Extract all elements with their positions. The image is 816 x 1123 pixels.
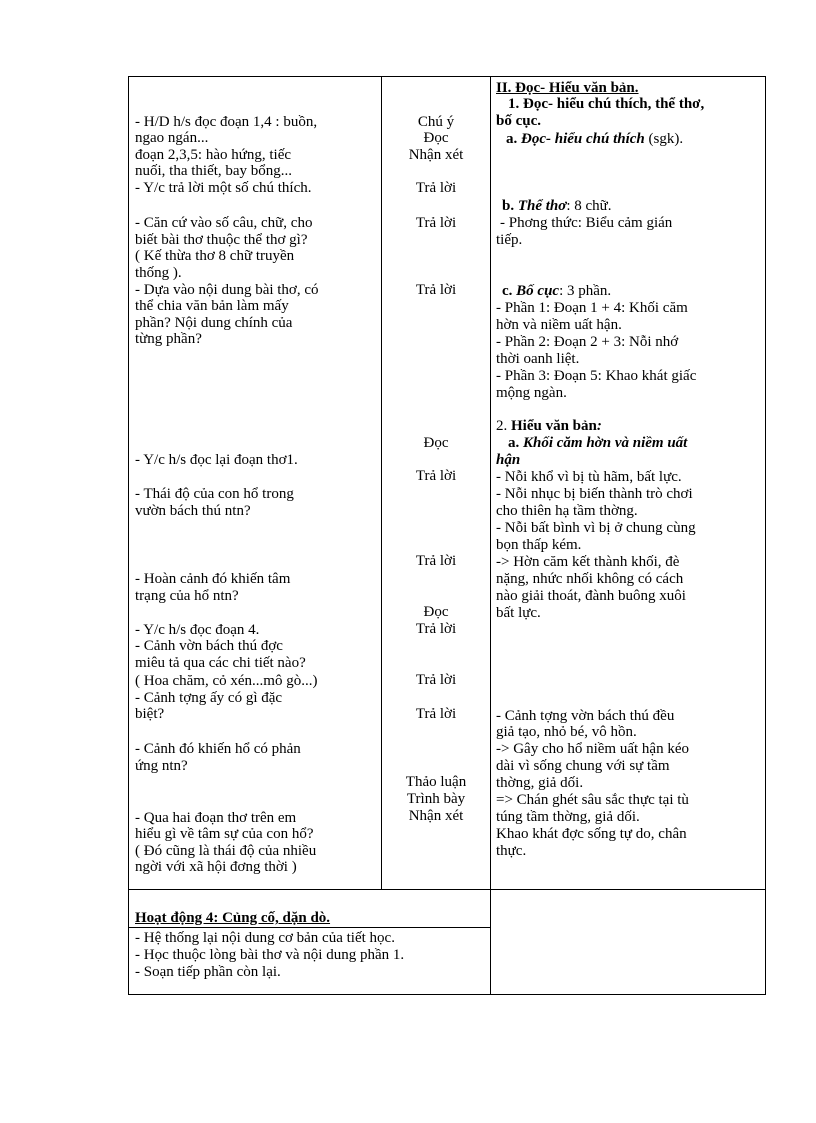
col1-line: - Qua hai đoạn thơ trên em [135, 810, 297, 826]
activity4-title: Hoạt động 4: Củng cố, dặn dò. [135, 910, 331, 926]
content-column [496, 0, 760, 890]
item-d-line: giả tạo, nhỏ bé, vô hồn. [496, 724, 637, 740]
item-a2-line: - Nỗi khổ vì bị tù hãm, bất lực. [496, 469, 682, 485]
col1-line: ngời với xã hội đơng thời ) [135, 859, 297, 875]
item-c: c. Bố cục: 3 phần. [502, 283, 612, 299]
col2-line: Chú ý [417, 114, 455, 130]
section-title: II. Đọc- Hiểu văn bản. [496, 80, 639, 96]
col1-line: phần? Nội dung chính của [135, 315, 293, 331]
table-border-right [765, 76, 766, 995]
item-d-line: thực. [496, 843, 527, 859]
col1-line: thống ). [135, 265, 182, 281]
col2-line: Trả lời [415, 621, 457, 637]
item-d-line: dài vì sống chung với sự tầm [496, 758, 670, 774]
col2-line: Trả lời [415, 282, 457, 298]
col1-line: ngao ngán... [135, 130, 209, 146]
col1-line: - Cảnh tợng ấy có gì đặc [135, 690, 283, 706]
col1-line: ( Hoa chăm, cỏ xén...mô gò...) [135, 673, 318, 689]
item-a2-line: cho thiên hạ tầm thờng. [496, 503, 638, 519]
col1-line: - H/D h/s đọc đoạn 1,4 : buồn, [135, 114, 318, 130]
col2-line: Trình bày [406, 791, 466, 807]
subsection-2-title: 2. Hiểu văn bản: [496, 418, 602, 434]
item-c-line: - Phần 2: Đoạn 2 + 3: Nỗi nhớ [496, 334, 679, 350]
subsection-1-title: 1. Đọc- hiểu chú thích, thể thơ, [508, 96, 705, 112]
item-d-line: -> Gây cho hổ niềm uất hận kéo [496, 741, 689, 757]
col1-line: hiểu gì về tâm sự của con hổ? [135, 826, 314, 842]
col2-line: Đọc [423, 130, 449, 146]
col2-line: Đọc [423, 435, 449, 451]
col1-line: đoạn 2,3,5: hào hứng, tiếc [135, 147, 292, 163]
col1-line: - Hoàn cảnh đó khiến tâm [135, 571, 291, 587]
col1-line: - Y/c trả lời một số chú thích. [135, 180, 312, 196]
activity4-item: - Học thuộc lòng bài thơ và nội dung phần 1. [135, 947, 405, 963]
col2-line: Thảo luận [405, 774, 467, 790]
item-a: a. Đọc- hiểu chú thích (sgk). [506, 131, 684, 147]
table-border-bottom [128, 994, 766, 995]
col1-line: vườn bách thú ntn? [135, 503, 251, 519]
item-a2-line: bất lực. [496, 605, 541, 621]
item-d-line: Khao khát đợc sống tự do, chân [496, 826, 687, 842]
col1-line: - Y/c h/s đọc đoạn 4. [135, 622, 260, 638]
col1-line: ( Đó cũng là thái độ của nhiều [135, 843, 317, 859]
col2-line: Trả lời [415, 706, 457, 722]
activity4-cell [135, 0, 487, 994]
col1-line: từng phần? [135, 331, 202, 347]
col1-line: - Y/c h/s đọc lại đoạn thơ1. [135, 452, 298, 468]
item-c-line: hờn và niềm uất hận. [496, 317, 622, 333]
col1-line: - Thái độ của con hổ trong [135, 486, 294, 502]
col1-line: - Cảnh vờn bách thú đợc [135, 638, 283, 654]
col1-line: miêu tả qua các chi tiết nào? [135, 655, 306, 671]
col2-line: Trả lời [415, 672, 457, 688]
item-c-line: - Phần 3: Đoạn 5: Khao khát giấc [496, 368, 697, 384]
item-c-line: mộng ngàn. [496, 385, 567, 401]
col2-line: Trả lời [415, 468, 457, 484]
item-a2-line: nào giải thoát, đành buông xuôi [496, 588, 686, 604]
col1-line: ứng ntn? [135, 758, 188, 774]
item-d-line: => Chán ghét sâu sắc thực tại tù [496, 792, 689, 808]
item-a2-line: - Nỗi nhục bị biến thành trò chơi [496, 486, 693, 502]
item-c-line: - Phần 1: Đoạn 1 + 4: Khối căm [496, 300, 688, 316]
col2-line: Nhận xét [408, 808, 464, 824]
col2-line: Trả lời [415, 215, 457, 231]
activity4-item: - Hệ thống lại nội dung cơ bản của tiết học. [135, 930, 395, 946]
item-d-line: túng tầm thờng, giả dối. [496, 809, 640, 825]
item-b-line: tiếp. [496, 232, 523, 248]
col2-line: Trả lời [415, 180, 457, 196]
col2-line: Nhận xét [408, 147, 464, 163]
col1-line: nuối, tha thiết, bay bổng... [135, 163, 293, 179]
item-c-line: thời oanh liệt. [496, 351, 580, 367]
item-a2-line: nặng, nhức nhối không có cách [496, 571, 684, 587]
col1-line: trạng của hổ ntn? [135, 588, 239, 604]
subsection-1-title-cont: bố cục. [496, 113, 541, 129]
col2-line: Đọc [423, 604, 449, 620]
table-col-divider-2 [490, 76, 491, 995]
col1-line: thể chia văn bản làm mấy [135, 298, 289, 314]
item-d-line: thờng, giả dối. [496, 775, 584, 791]
item-d-line: - Cảnh tợng vờn bách thú đều [496, 708, 675, 724]
item-b: b. Thể thơ: 8 chữ. [502, 198, 612, 214]
item-a2-title: a. Khối căm hờn và niềm uất [508, 435, 688, 451]
col2-line: Trả lời [415, 553, 457, 569]
col1-line: - Cảnh đó khiến hổ có phản [135, 741, 301, 757]
item-b-line: - Phơng thức: Biểu cảm gián [500, 215, 673, 231]
col1-line: biết bài thơ thuộc thể thơ gì? [135, 232, 308, 248]
activity4-item: - Soạn tiếp phần còn lại. [135, 964, 281, 980]
item-a2-line: - Nỗi bất bình vì bị ở chung cùng [496, 520, 696, 536]
col1-line: ( Kế thừa thơ 8 chữ truyền [135, 248, 295, 264]
col1-line: - Dựa vào nội dung bài thơ, có [135, 282, 319, 298]
col1-line: biệt? [135, 706, 165, 722]
item-a2-line: -> Hờn căm kết thành khối, đè [496, 554, 680, 570]
table-border-left [128, 76, 129, 995]
item-a2-line: bọn thấp kém. [496, 537, 582, 553]
col1-line: - Căn cứ vào số câu, chữ, cho [135, 215, 313, 231]
item-a2-title-cont: hận [496, 452, 521, 468]
